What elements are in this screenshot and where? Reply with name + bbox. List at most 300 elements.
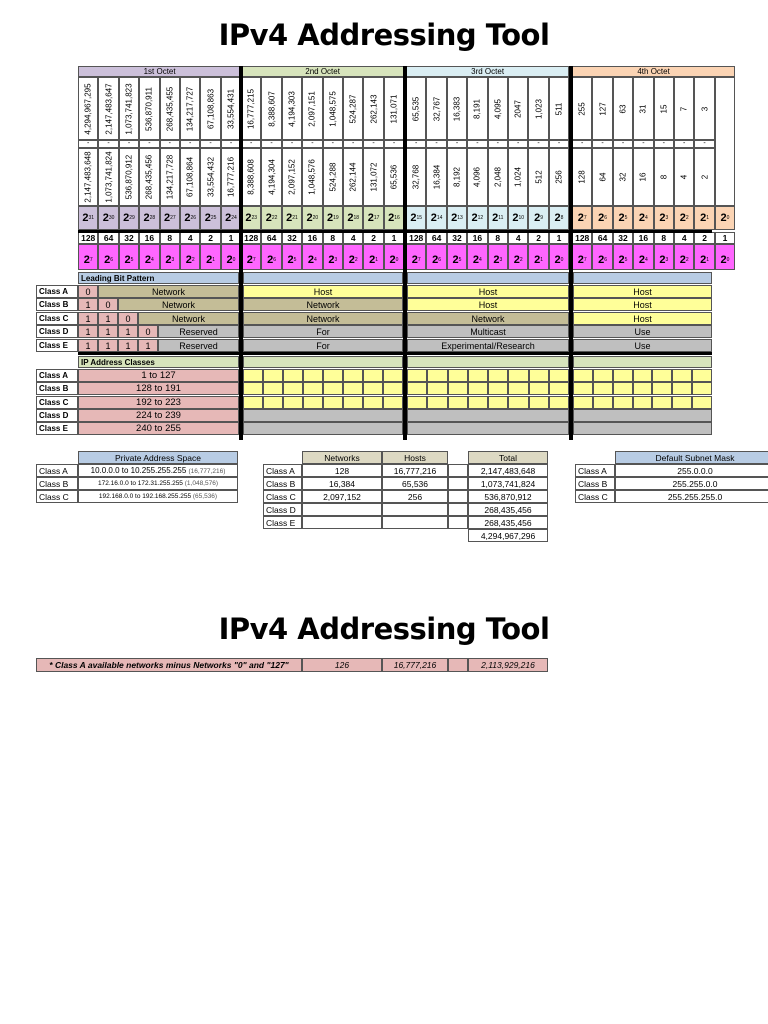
power-cell (447, 206, 467, 230)
address-bit-cell (672, 382, 692, 395)
bit-weight: 16 (633, 232, 653, 244)
bit-weight: 32 (282, 232, 302, 244)
exponent: 10 (518, 215, 525, 221)
grand-total: 4,294,967,296 (468, 529, 548, 542)
base-digit: 2 (534, 254, 541, 266)
exponent: 0 (726, 257, 730, 263)
address-bit-cell (573, 382, 593, 395)
address-bit-cell (593, 382, 613, 395)
networks-header: Networks (302, 451, 382, 464)
class-range: 192 to 223 (78, 396, 239, 409)
reserved-fill (243, 422, 403, 435)
leading-bit: 1 (98, 325, 118, 338)
bit-power-cell (139, 244, 159, 270)
octet-bit-value (241, 148, 261, 206)
exponent: 6 (604, 257, 608, 263)
bit-value-label: 16,384 (432, 164, 442, 190)
base-digit: 2 (679, 254, 686, 266)
base-digit: 2 (638, 254, 646, 266)
address-bit-cell (468, 396, 488, 409)
range-total-label: 3 (700, 106, 710, 111)
exponent: 5 (458, 257, 462, 263)
dash-cell: - (508, 140, 528, 148)
class-label: Class B (36, 298, 78, 311)
base-digit: 2 (659, 254, 666, 266)
dash-cell: - (261, 140, 281, 148)
octet-bit-value (633, 148, 653, 206)
octet-bit-value (613, 148, 633, 206)
power-cell (282, 206, 302, 230)
bit-weight: 8 (488, 232, 508, 244)
base-digit: 2 (452, 254, 459, 266)
address-bit-cell (448, 382, 468, 395)
octet-range-total (78, 77, 98, 140)
leading-bit: 1 (78, 325, 98, 338)
leading-bit: 1 (98, 339, 118, 352)
exponent: 5 (624, 257, 628, 263)
bit-weight: 64 (426, 232, 446, 244)
hosts-value (382, 503, 448, 516)
dash-cell: - (323, 140, 343, 148)
page-title-repeat: IPv4 Addressing Tool (218, 612, 550, 646)
spacer-cell (448, 516, 468, 529)
exponent: 17 (373, 215, 380, 221)
private-address-space-table (36, 451, 238, 507)
exponent: 28 (149, 215, 156, 221)
power-cell (592, 206, 612, 230)
range-total-label: 134,217,727 (185, 86, 195, 131)
exponent: 3 (334, 257, 338, 263)
bit-value-label: 8,192 (452, 166, 462, 188)
address-bit-cell (488, 396, 508, 409)
power-cell (139, 206, 159, 230)
subnet-mask-header: Default Subnet Mask (615, 451, 768, 464)
reserved-fill (573, 409, 712, 422)
base-digit: 2 (389, 254, 396, 266)
private-range (78, 477, 238, 490)
base-digit: 2 (659, 212, 666, 224)
class-label: Class A (36, 369, 78, 382)
hosts-value: 16,777,216 (382, 464, 448, 477)
dash-cell: - (633, 140, 653, 148)
bit-value-label: 1,073,741,824 (104, 151, 114, 203)
total-value: 1,073,741,824 (468, 477, 548, 490)
bit-power-cell (715, 244, 735, 270)
networks-value (302, 516, 382, 529)
octet-range-total (119, 77, 139, 140)
bit-power-cell (261, 244, 281, 270)
base-digit: 2 (471, 212, 478, 224)
exponent: 5 (130, 257, 134, 263)
total-value: 2,147,483,648 (468, 464, 548, 477)
class-label: Class B (263, 477, 302, 490)
bit-weight: 128 (572, 232, 592, 244)
exponent: 3 (665, 257, 669, 263)
section-divider (78, 230, 712, 233)
octet-range-total (613, 77, 633, 140)
address-bit-cell (488, 369, 508, 382)
spacer-cell (448, 477, 468, 490)
dash-cell: - (694, 140, 714, 148)
exponent: 27 (170, 215, 176, 221)
address-bit-cell (407, 396, 427, 409)
base-digit: 2 (82, 212, 89, 224)
bit-value-label: 2 (700, 174, 710, 180)
exponent: 26 (190, 215, 197, 221)
base-digit: 2 (143, 212, 150, 224)
address-bit-cell (468, 382, 488, 395)
base-digit: 2 (326, 212, 334, 224)
octet-bit-value (180, 148, 200, 206)
bit-weight: 1 (384, 232, 404, 244)
bit-value-label: 32 (618, 172, 628, 182)
base-digit: 2 (225, 212, 232, 224)
base-digit: 2 (267, 254, 274, 266)
bit-value-label: 32,768 (411, 164, 421, 190)
power-cell (406, 206, 426, 230)
base-digit: 2 (246, 254, 253, 266)
bit-value-label: 4 (679, 174, 689, 180)
hosts-header: Hosts (382, 451, 448, 464)
address-bit-cell (283, 369, 303, 382)
octet-range-total (674, 77, 694, 140)
octet-bit-value (302, 148, 322, 206)
bit-weight: 64 (261, 232, 281, 244)
power-cell (343, 206, 363, 230)
base-digit: 2 (577, 212, 584, 224)
octet-bit-value (160, 148, 180, 206)
exponent: 2 (519, 257, 523, 263)
exponent: 1 (540, 257, 544, 263)
leading-bit: 1 (78, 339, 98, 352)
octet-range-total (467, 77, 487, 140)
dash-cell: - (160, 140, 180, 148)
address-bit-cell (692, 396, 712, 409)
base-digit: 2 (306, 212, 313, 224)
dash-cell: - (447, 140, 467, 148)
networks-value: 128 (302, 464, 382, 477)
octet3-role: Host (407, 298, 569, 311)
bit-weight: 4 (674, 232, 694, 244)
base-digit: 2 (286, 212, 293, 224)
total-value: 536,870,912 (468, 490, 548, 503)
address-bit-cell (243, 396, 263, 409)
class-label: Class D (263, 503, 302, 516)
power-cell (384, 206, 404, 230)
address-bit-cell (633, 396, 653, 409)
range-total-label: 131,071 (389, 94, 399, 123)
address-bit-cell (303, 369, 323, 382)
range-total-label: 8,388,607 (267, 90, 277, 127)
base-digit: 2 (165, 254, 172, 266)
bit-weight: 2 (528, 232, 548, 244)
address-bit-cell (573, 369, 593, 382)
exponent: 13 (457, 215, 463, 221)
total-value: 268,435,456 (468, 503, 548, 516)
class-label: Class D (36, 409, 78, 422)
octet-bit-value (694, 148, 714, 206)
dash-cell: - (549, 140, 569, 148)
spacer-cell (448, 503, 468, 516)
class-label: Class E (36, 422, 78, 435)
exponent: 23 (251, 215, 258, 221)
octet-range-total (447, 77, 467, 140)
bit-power-cell (343, 244, 363, 270)
lbp-header-fill (243, 272, 403, 284)
exponent: 7 (89, 257, 93, 263)
bit-weight: 128 (241, 232, 261, 244)
class-label: Class A (263, 464, 302, 477)
base-digit: 2 (348, 254, 355, 266)
exponent: 8 (560, 215, 564, 221)
bit-weight: 1 (715, 232, 735, 244)
address-bit-cell (323, 382, 343, 395)
pattern-label: Network (138, 312, 239, 325)
base-digit: 2 (328, 254, 335, 266)
dash-cell: - (467, 140, 487, 148)
class-label: Class D (36, 325, 78, 338)
networks-value: 16,384 (302, 477, 382, 490)
reserved-fill (573, 422, 712, 435)
range-total-label: 1,073,741,823 (124, 82, 134, 135)
base-digit: 2 (226, 254, 233, 266)
address-bit-cell (448, 396, 468, 409)
octet-bit-grid (36, 66, 730, 439)
bit-value-label: 16,777,216 (226, 156, 236, 198)
exponent: 24 (231, 215, 237, 221)
base-digit: 2 (534, 212, 541, 224)
exponent: 19 (333, 215, 339, 221)
bit-power-cell (613, 244, 633, 270)
subnet-mask-value: 255.0.0.0 (615, 464, 768, 477)
leading-bit: 1 (78, 298, 98, 311)
octet-bit-value (467, 148, 487, 206)
octet-range-total (323, 77, 343, 140)
dash-cell: - (528, 140, 548, 148)
bit-power-cell (160, 244, 180, 270)
octet2-role: Network (243, 312, 403, 325)
address-bit-cell (263, 382, 283, 395)
range-total-label: 536,870,911 (144, 86, 154, 131)
address-bit-cell (243, 369, 263, 382)
private-range (78, 464, 238, 477)
octet-bit-value (119, 148, 139, 206)
exponent: 1 (212, 257, 216, 263)
leading-bit: 0 (78, 285, 98, 298)
address-bit-cell (613, 369, 633, 382)
private-range-text: 172.16.0.0 to 172.31.255.255 (97, 480, 183, 487)
base-digit: 2 (554, 254, 561, 266)
base-digit: 2 (124, 254, 131, 266)
lbp-header-fill (407, 272, 569, 284)
class-label: Class B (575, 477, 615, 490)
exponent: 7 (583, 257, 587, 263)
base-digit: 2 (204, 212, 211, 224)
base-digit: 2 (144, 254, 152, 266)
class-label: Class C (36, 312, 78, 325)
pattern-label: Reserved (158, 325, 239, 338)
octet-bit-value (508, 148, 528, 206)
page-title: IPv4 Addressing Tool (218, 18, 550, 52)
base-digit: 2 (411, 254, 418, 266)
range-total-label: 8,191 (472, 98, 482, 119)
base-digit: 2 (83, 254, 90, 266)
octet2-role: Host (243, 285, 403, 298)
octet-range-total (363, 77, 383, 140)
exponent: 4 (645, 215, 648, 221)
address-bit-cell (283, 396, 303, 409)
dash-cell: - (119, 140, 139, 148)
address-bit-cell (672, 369, 692, 382)
exponent: 6 (110, 257, 114, 263)
base-digit: 2 (104, 254, 111, 266)
pattern-label: Network (118, 298, 239, 311)
power-cell (467, 206, 487, 230)
exponent: 25 (210, 215, 217, 221)
exponent: 30 (108, 215, 115, 221)
base-digit: 2 (700, 212, 707, 224)
class-label: Class E (263, 516, 302, 529)
address-bit-cell (383, 369, 403, 382)
leading-bit: 0 (138, 325, 158, 338)
octet3-role: Host (407, 285, 569, 298)
hosts-value (382, 516, 448, 529)
range-total-label: 31 (638, 104, 648, 113)
octet-range-total (384, 77, 404, 140)
bit-value-label: 262,144 (348, 162, 358, 192)
pattern-label: Reserved (158, 339, 239, 352)
octet-bit-value (572, 148, 592, 206)
leading-bit: 0 (118, 312, 138, 325)
address-bit-cell (573, 396, 593, 409)
bit-value-label: 33,554,432 (206, 156, 216, 198)
bit-power-cell (572, 244, 592, 270)
octet-bit-value (282, 148, 302, 206)
address-bit-cell (263, 396, 283, 409)
power-cell (98, 206, 118, 230)
dash-cell: - (363, 140, 383, 148)
class-label: Class C (36, 490, 78, 503)
base-digit: 2 (492, 212, 499, 224)
bit-power-cell (549, 244, 569, 270)
bit-value-label: 65,536 (389, 164, 399, 190)
power-cell (549, 206, 569, 230)
base-digit: 2 (123, 212, 130, 224)
reserved-fill (243, 409, 403, 422)
octet2-role: For (243, 325, 403, 338)
address-bit-cell (692, 369, 712, 382)
octet4-role: Host (573, 298, 712, 311)
exponent: 0 (232, 257, 236, 263)
address-bit-cell (652, 382, 672, 395)
octet-bit-value (674, 148, 694, 206)
range-total-label: 7 (679, 106, 689, 111)
octet-header: 1st Octet (78, 66, 241, 77)
class-label: Class C (575, 490, 615, 503)
bit-value-label: 64 (598, 172, 608, 182)
address-bit-cell (549, 396, 569, 409)
dash-cell: - (384, 140, 404, 148)
network-totals-table (263, 451, 549, 546)
dash-cell: - (572, 140, 592, 148)
base-digit: 2 (679, 212, 686, 224)
dash-cell: - (674, 140, 694, 148)
address-bit-cell (383, 382, 403, 395)
bit-power-cell (384, 244, 404, 270)
range-total-label: 67,108,863 (206, 88, 216, 129)
base-digit: 2 (410, 212, 417, 224)
class-range: 224 to 239 (78, 409, 239, 422)
base-digit: 2 (184, 212, 191, 224)
base-digit: 2 (598, 254, 605, 266)
octet4-role: Host (573, 285, 712, 298)
footnote-spacer (448, 658, 468, 672)
address-bit-cell (303, 396, 323, 409)
bit-power-cell (119, 244, 139, 270)
bit-weight: 2 (694, 232, 714, 244)
bit-power-cell (633, 244, 653, 270)
exponent: 2 (191, 257, 195, 263)
bit-weight: 32 (447, 232, 467, 244)
octet-bit-value (323, 148, 343, 206)
exponent: 4 (645, 257, 648, 263)
power-cell (488, 206, 508, 230)
exponent: 0 (560, 257, 564, 263)
range-total-label: 4,294,967,295 (83, 82, 93, 135)
total-value: 268,435,456 (468, 516, 548, 529)
octet2-role: For (243, 339, 403, 352)
octet-range-total (241, 77, 261, 140)
base-digit: 2 (367, 212, 374, 224)
address-bit-cell (593, 369, 613, 382)
octet-header: 4th Octet (572, 66, 735, 77)
octet-range-total (261, 77, 281, 140)
octet-bit-value (592, 148, 612, 206)
bit-value-label: 8 (659, 174, 669, 180)
octet-bit-value (406, 148, 426, 206)
octet-bit-value (363, 148, 383, 206)
bit-weight: 4 (343, 232, 363, 244)
address-bit-cell (323, 396, 343, 409)
bit-value-label: 2,147,483,648 (83, 151, 93, 203)
exponent: 9 (540, 215, 544, 221)
octet-range-total (302, 77, 322, 140)
ip-address-classes-header: IP Address Classes (78, 356, 239, 368)
bit-power-cell (654, 244, 674, 270)
bit-weight: 32 (119, 232, 139, 244)
exponent: 21 (292, 215, 298, 221)
class-label: Class B (36, 382, 78, 395)
octet-range-total (343, 77, 363, 140)
class-label: Class A (36, 285, 78, 298)
address-bit-cell (529, 382, 549, 395)
octet-range-total (508, 77, 528, 140)
bit-power-cell (406, 244, 426, 270)
total-header: Total (468, 451, 548, 464)
bit-power-cell (180, 244, 200, 270)
exponent: 1 (706, 257, 710, 263)
class-label: Class C (263, 490, 302, 503)
power-cell (160, 206, 180, 230)
range-total-label: 16,383 (452, 96, 462, 121)
address-bit-cell (243, 382, 263, 395)
spacer-cell (448, 464, 468, 477)
octet-bit-value (426, 148, 446, 206)
range-total-label: 63 (618, 104, 628, 113)
bit-value-label: 131,072 (369, 162, 379, 192)
bit-power-cell (282, 244, 302, 270)
bit-power-cell (323, 244, 343, 270)
